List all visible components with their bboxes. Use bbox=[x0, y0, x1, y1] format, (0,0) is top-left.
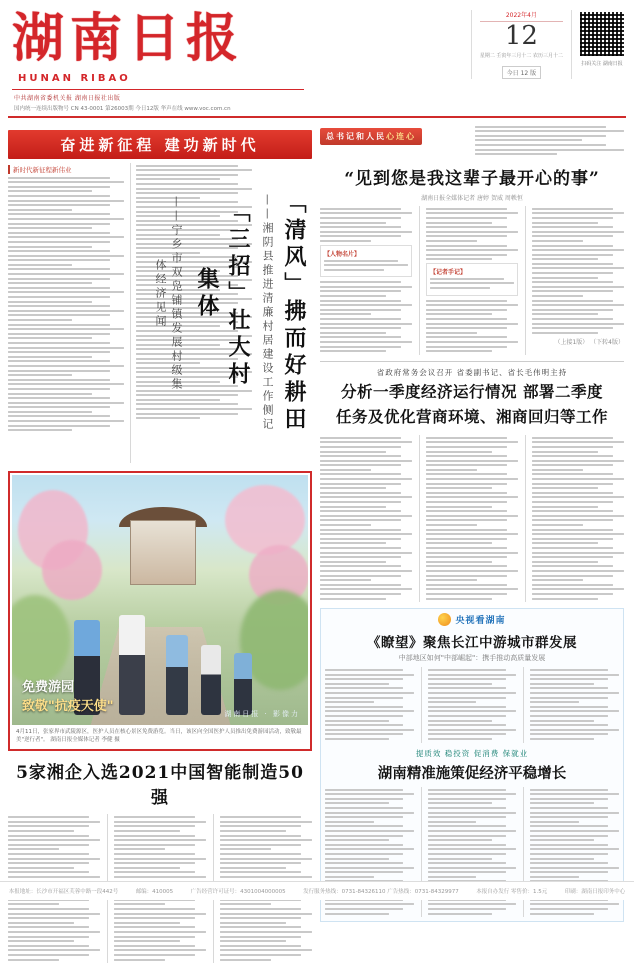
tv-headline: 《瞭望》聚焦长江中游城市群发展 bbox=[367, 635, 577, 652]
masthead-issue-info: 国内统一连续出版物号 CN 43-0001 第26003期 今日12版 华声在线 www.voc.com.cn bbox=[14, 105, 231, 112]
gov-kicker: 省政府常务会议召开 省委副书记、省长毛伟明主持 bbox=[376, 367, 568, 377]
pages-badge: 今日 12 版 bbox=[502, 66, 541, 79]
newspaper-pinyin: HUNAN RIBAO bbox=[18, 72, 131, 84]
blossom-cluster bbox=[225, 485, 305, 555]
article2-vertical-title bbox=[150, 190, 256, 398]
person-figure bbox=[234, 653, 252, 715]
qr-code-caption: 扫码关注 湖南日报 bbox=[581, 61, 623, 67]
article1-title: 「清风」拂而好耕田 bbox=[281, 191, 307, 435]
feature-badge bbox=[320, 128, 422, 145]
right-column bbox=[320, 124, 624, 963]
foliage bbox=[12, 595, 70, 685]
tv-body bbox=[325, 667, 619, 743]
person-figure bbox=[119, 615, 145, 715]
article1-kicker: 新时代新征程新伟业 bbox=[8, 165, 124, 174]
footer-item: 邮编：410005 bbox=[135, 889, 174, 895]
profile-box bbox=[320, 245, 412, 278]
feature-badge-area bbox=[320, 124, 469, 158]
article1-vertical-title bbox=[257, 163, 312, 463]
cctv-logo-icon bbox=[438, 613, 451, 626]
text-column bbox=[325, 667, 414, 743]
photo-note: 4月11日，张家界市武陵源区，医护人员在核心景区免费游览。当日，该区向全国医护人员推出免费游园活动，致敬最美"逆行者"。 湖南日报全媒体记者 李健 摄 bbox=[16, 728, 302, 744]
page-footer bbox=[0, 881, 634, 900]
reporter-notes-box bbox=[426, 263, 518, 296]
article2-subtitle: ——宁乡市双凫铺镇发展村级集体经济见闻 bbox=[154, 196, 183, 392]
text-column bbox=[320, 206, 412, 355]
tv-subheadline: 中部地区如何"中部崛起"：携手推动高质量发展 bbox=[398, 654, 546, 663]
photo-caption-overlay bbox=[22, 678, 114, 717]
text-column bbox=[525, 206, 624, 355]
text-column bbox=[525, 435, 624, 602]
text-column bbox=[421, 667, 517, 743]
feature-byline: 湖南日报全媒体记者 唐婷 贺威 周帙恒 bbox=[421, 194, 523, 202]
person-figure bbox=[166, 635, 188, 715]
feature-body bbox=[320, 206, 624, 355]
article1-subtitle: ——湘阴县推进清廉村居建设工作侧记 bbox=[261, 193, 274, 432]
qr-code-wrap[interactable] bbox=[578, 10, 626, 67]
feature-badge-pre: 总书记和人民 bbox=[326, 131, 386, 141]
text-column bbox=[475, 124, 624, 158]
date-meta: 星期二 壬寅年三月十二 农历三月十二 bbox=[479, 52, 563, 59]
text-column bbox=[419, 206, 518, 355]
text-column bbox=[8, 163, 124, 463]
masthead-divider bbox=[12, 89, 304, 90]
text-column bbox=[419, 435, 518, 602]
photo-article bbox=[8, 471, 312, 752]
gov-body bbox=[320, 435, 624, 602]
profile-box-label: 【人物名片】 bbox=[324, 250, 361, 258]
tv-kicker2: 提质效 稳投资 促消费 保就业 bbox=[415, 748, 529, 758]
newspaper-title: 湖南日报 bbox=[12, 8, 245, 69]
masthead-right bbox=[308, 6, 626, 79]
article2-title: 「三招」壮大村集体 bbox=[194, 199, 251, 389]
masthead bbox=[8, 6, 626, 118]
pavilion-body-shape bbox=[130, 520, 195, 585]
gov-headline-line1: 分析一季度经济运行情况 部署二季度 bbox=[341, 381, 603, 401]
date-block bbox=[471, 10, 572, 79]
text-column bbox=[523, 667, 619, 743]
footer-item: 印刷：湖南日报印务中心 bbox=[564, 889, 626, 895]
photo-caption-line1: 免费游园 bbox=[22, 679, 75, 695]
feature-headline: “见到您是我这辈子最开心的事” bbox=[344, 168, 600, 189]
date-month: 2022年4月 bbox=[480, 10, 563, 22]
tv-channel-name: 央视看湖南 bbox=[455, 616, 506, 627]
photo-image bbox=[12, 475, 308, 725]
feature-badge-highlight: 心连心 bbox=[386, 131, 416, 141]
feature-top bbox=[320, 124, 624, 158]
page-body bbox=[8, 124, 626, 963]
footer-item: 本报地址：长沙市开福区芙蓉中路一段442号 bbox=[8, 889, 119, 895]
footer-item: 发行服务热线：0731-84326110 广告热线：0731-84329977 bbox=[303, 889, 459, 895]
photo-credit: 湖南日报 · 影像力 bbox=[224, 709, 300, 718]
gov-article bbox=[320, 361, 624, 602]
masthead-subtitle: 中共湖南省委机关报 湖南日报社出版 bbox=[14, 94, 121, 102]
blossom-cluster bbox=[42, 540, 102, 600]
article3-headline: 5家湘企入选2021中国智能制造50强 bbox=[16, 763, 304, 809]
tv-header bbox=[325, 613, 619, 626]
feature-signature: （上接1版） （下转4版） bbox=[554, 338, 624, 346]
date-day: 12 bbox=[504, 21, 538, 51]
text-column bbox=[320, 435, 412, 602]
reporter-notes-label: 【记者手记】 bbox=[430, 268, 467, 276]
gov-headline-line2: 任务及优化营商环境、湘商回归等工作 bbox=[335, 407, 608, 427]
footer-item: 广告经营许可证号：4301004000005 bbox=[190, 889, 286, 895]
tv-headline2: 湖南精准施策促经济平稳增长 bbox=[377, 764, 567, 782]
footer-item: 本报自办发行 零售价：1.5元 bbox=[476, 889, 548, 895]
person-figure bbox=[201, 645, 221, 715]
qr-code-icon[interactable] bbox=[578, 10, 626, 58]
masthead-left bbox=[8, 6, 308, 112]
red-banner: 奋进新征程 建功新时代 bbox=[8, 130, 312, 159]
photo-caption-line2: 致敬"抗疫天使" bbox=[22, 699, 114, 715]
tv-section bbox=[320, 608, 624, 922]
